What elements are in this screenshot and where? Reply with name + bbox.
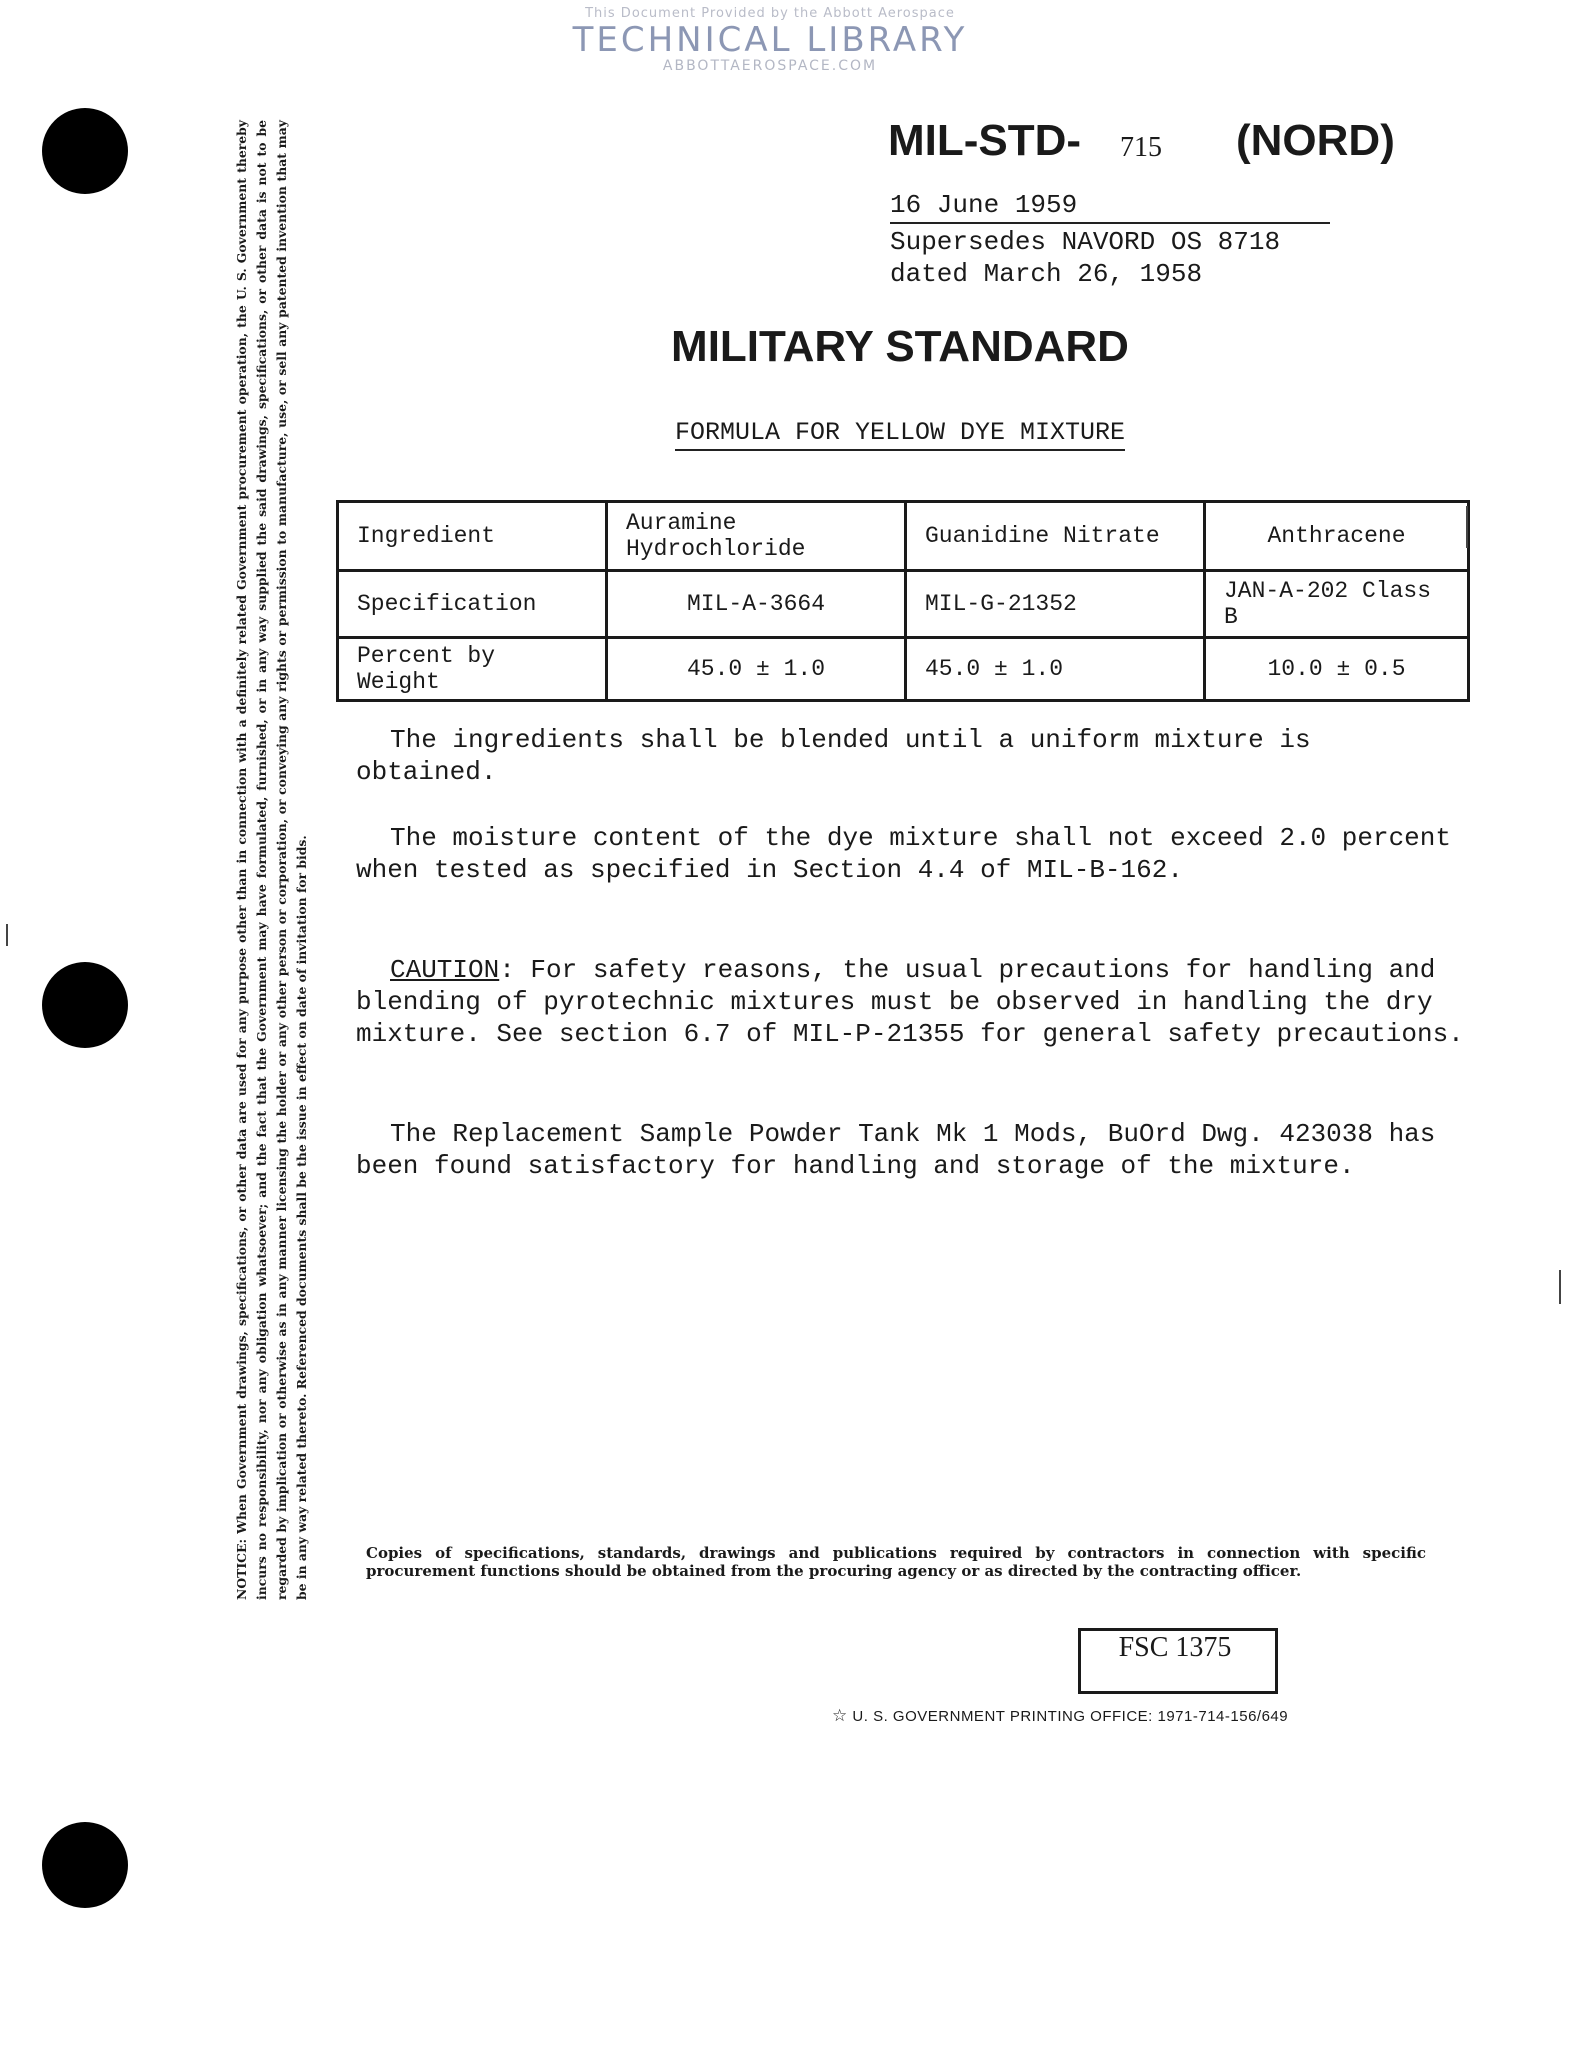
issue-date: 16 June 1959 xyxy=(890,190,1078,220)
scan-mark xyxy=(1466,506,1468,548)
subtitle-text: FORMULA FOR YELLOW DYE MIXTURE xyxy=(675,418,1125,451)
std-number: 715 xyxy=(1120,132,1162,163)
punch-hole-top xyxy=(42,108,128,194)
supersedes-note xyxy=(890,226,1280,290)
paragraph-caution xyxy=(356,954,1466,1050)
formula-table xyxy=(336,500,1470,702)
punch-hole-bottom xyxy=(42,1822,128,1908)
supersedes-line-2: dated March 26, 1958 xyxy=(890,259,1203,289)
paragraph-text: : For safety reasons, the usual precautions for handling and blending of pyrotechnic mixtures must be observed in handling the dry mixture. See section 6.7 of MIL-P-21355 for general safety precautions. xyxy=(356,955,1464,1049)
table-row xyxy=(338,638,1469,701)
paragraph-moisture xyxy=(356,822,1466,886)
printing-office-line xyxy=(832,1706,1288,1726)
scan-mark xyxy=(1559,1270,1561,1304)
table-cell: 45.0 ± 1.0 xyxy=(607,638,906,701)
table-row xyxy=(338,502,1469,571)
scan-mark xyxy=(6,924,8,946)
paragraph-text: The Replacement Sample Powder Tank Mk 1 Mods, BuOrd Dwg. 423038 has been found satisfactory for handling and storage of the mixture. xyxy=(356,1119,1436,1181)
punch-hole-middle xyxy=(42,962,128,1048)
table-cell: Ingredient xyxy=(338,502,607,571)
table-cell: 45.0 ± 1.0 xyxy=(906,638,1205,701)
copies-notice: Copies of specifications, standards, drawings and publications required by contractors in connection with specific procurement functions should be obtained from the procuring agency or as directed by the contracting officer. xyxy=(366,1544,1426,1580)
document-subtitle xyxy=(420,418,1380,447)
std-org: (NORD) xyxy=(1236,116,1395,165)
paragraph-text: The moisture content of the dye mixture shall not exceed 2.0 percent when tested as specified in Section 4.4 of MIL-B-162. xyxy=(356,823,1451,885)
table-cell: JAN-A-202 Class B xyxy=(1205,571,1469,638)
watermark-provider-line: This Document Provided by the Abbott Aerospace xyxy=(585,6,955,21)
paragraph-storage xyxy=(356,1118,1466,1182)
side-notice: NOTICE: When Government drawings, specifications, or other data are used for any purpose other than in connection with a definitely related Government procurement operation, the U. S. Government thereby incurs no responsibility, nor any obligation whatsoever; and the fact that the Government may have formulated, furnished, or in any way supplied the said drawings, specifications, or other data is not to be regarded by implication or otherwise as in any manner licensing the holder or any other person or corporation, or conveying any rights or permission to manufacture, use, or sell any patented invention that may be in any way related thereto. Referenced documents shall be the issue in effect on date of invitation for bids. xyxy=(234,120,309,1600)
supersedes-line-1: Supersedes NAVORD OS 8718 xyxy=(890,227,1281,257)
table-cell: Percent by Weight xyxy=(338,638,607,701)
paragraph-text: The ingredients shall be blended until a uniform mixture is obtained. xyxy=(356,725,1311,787)
date-underline xyxy=(890,222,1330,224)
table-cell: Specification xyxy=(338,571,607,638)
table-cell: Anthracene xyxy=(1205,502,1469,571)
document-title: MILITARY STANDARD xyxy=(671,322,1129,371)
fsc-code: FSC 1375 xyxy=(1118,1632,1232,1663)
caution-label: CAUTION xyxy=(390,955,500,985)
watermark-library-title: TECHNICAL LIBRARY xyxy=(572,20,968,60)
printing-office-text: U. S. GOVERNMENT PRINTING OFFICE: 1971-714-156/649 xyxy=(852,1708,1289,1725)
table-cell: MIL-G-21352 xyxy=(906,571,1205,638)
table-row xyxy=(338,571,1469,638)
table-cell: Guanidine Nitrate xyxy=(906,502,1205,571)
table-cell: 10.0 ± 0.5 xyxy=(1205,638,1469,701)
star-icon: ☆ xyxy=(832,1706,848,1725)
paragraph-blending xyxy=(356,724,1466,788)
table-cell: Auramine Hydrochloride xyxy=(607,502,906,571)
std-prefix: MIL-STD- xyxy=(888,116,1082,165)
watermark-url: ABBOTTAEROSPACE.COM xyxy=(662,58,878,74)
table-cell: MIL-A-3664 xyxy=(607,571,906,638)
